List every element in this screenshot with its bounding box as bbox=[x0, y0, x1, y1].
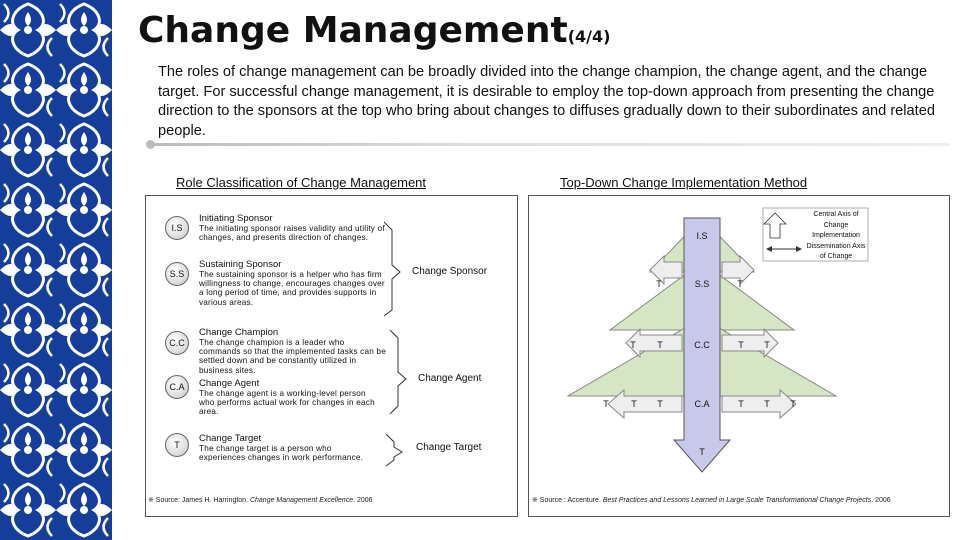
source-title: Best Practices and Lessons Learned in Large Scale Transformational Change Projects bbox=[602, 497, 872, 504]
node-t: T bbox=[764, 399, 770, 409]
node-t: T bbox=[738, 399, 744, 409]
node-ca: C.A bbox=[694, 399, 710, 409]
node-t: T bbox=[631, 399, 637, 409]
role-name: Change Target bbox=[199, 433, 262, 444]
role-name: Initiating Sponsor bbox=[199, 213, 273, 224]
node-t: T bbox=[790, 399, 796, 409]
node-cc: C.C bbox=[694, 340, 710, 350]
group-change-sponsor: Change Sponsor bbox=[412, 266, 488, 277]
role-badge-ss: S.S bbox=[165, 262, 189, 286]
group-change-agent: Change Agent bbox=[418, 373, 482, 384]
right-heading: Top-Down Change Implementation Method bbox=[560, 175, 808, 190]
node-t: T bbox=[657, 340, 663, 350]
role-badge-cc: C.C bbox=[165, 331, 189, 355]
node-t: T bbox=[603, 399, 609, 409]
node-t: T bbox=[737, 279, 743, 289]
node-t: T bbox=[656, 279, 662, 289]
role-name: Change Champion bbox=[199, 327, 279, 338]
node-t: T bbox=[738, 340, 744, 350]
source-title: Change Management Excellence bbox=[249, 497, 354, 504]
node-is: I.S bbox=[696, 231, 708, 241]
node-t-bottom: T bbox=[699, 447, 705, 457]
right-source-note bbox=[532, 496, 891, 504]
role-badge-ca: C.A bbox=[165, 375, 189, 399]
role-badge-is: I.S bbox=[165, 216, 189, 240]
group-change-target: Change Target bbox=[416, 442, 482, 453]
node-t: T bbox=[764, 340, 770, 350]
node-t: T bbox=[657, 399, 663, 409]
role-desc: The change champion is a leader who commands so that the implemented tasks can be settled down and be constantly utilized in business sites. bbox=[199, 338, 386, 375]
role-desc: The change agent is a working-level person who performs actual work for changes in each area. bbox=[199, 389, 375, 417]
role-badge-t: T bbox=[165, 433, 189, 457]
role-name: Sustaining Sponsor bbox=[199, 259, 282, 270]
source-prefix: ※ Source: James H. Harrington. bbox=[148, 497, 250, 504]
source-prefix: ※ Source : Accenture. bbox=[532, 497, 603, 504]
intro-paragraph: The roles of change management can be broadly divided into the change champion, the change agent, and the change target. For successful change management, it is desirable to employ the top-down approach from presenting the change direction to the sponsors at the top who bring about changes to diffuses gradually down to their subordinates and related people. bbox=[158, 64, 935, 139]
title-main: Change Management bbox=[138, 10, 568, 51]
role-desc: The sustaining sponsor is a helper who has firm willingness to change, encourages changes over a long period of time, and provides supports in various areas. bbox=[199, 270, 385, 307]
title-page-indicator: (4/4) bbox=[567, 27, 611, 46]
role-name: Change Agent bbox=[199, 378, 260, 389]
source-suffix: . 2006 bbox=[353, 497, 373, 504]
legend-text: Central Axis of Change Implementation Dissemination Axis of Change bbox=[806, 211, 866, 260]
role-desc: The initiating sponsor raises validity and utility of changes, and presents direction of changes. bbox=[199, 224, 385, 243]
left-heading: Role Classification of Change Management bbox=[176, 175, 427, 190]
source-suffix: . 2006 bbox=[871, 497, 891, 504]
node-t: T bbox=[630, 340, 636, 350]
role-desc: The change target is a person who experiences changes in work performance. bbox=[199, 444, 364, 463]
node-ss: S.S bbox=[694, 279, 710, 289]
